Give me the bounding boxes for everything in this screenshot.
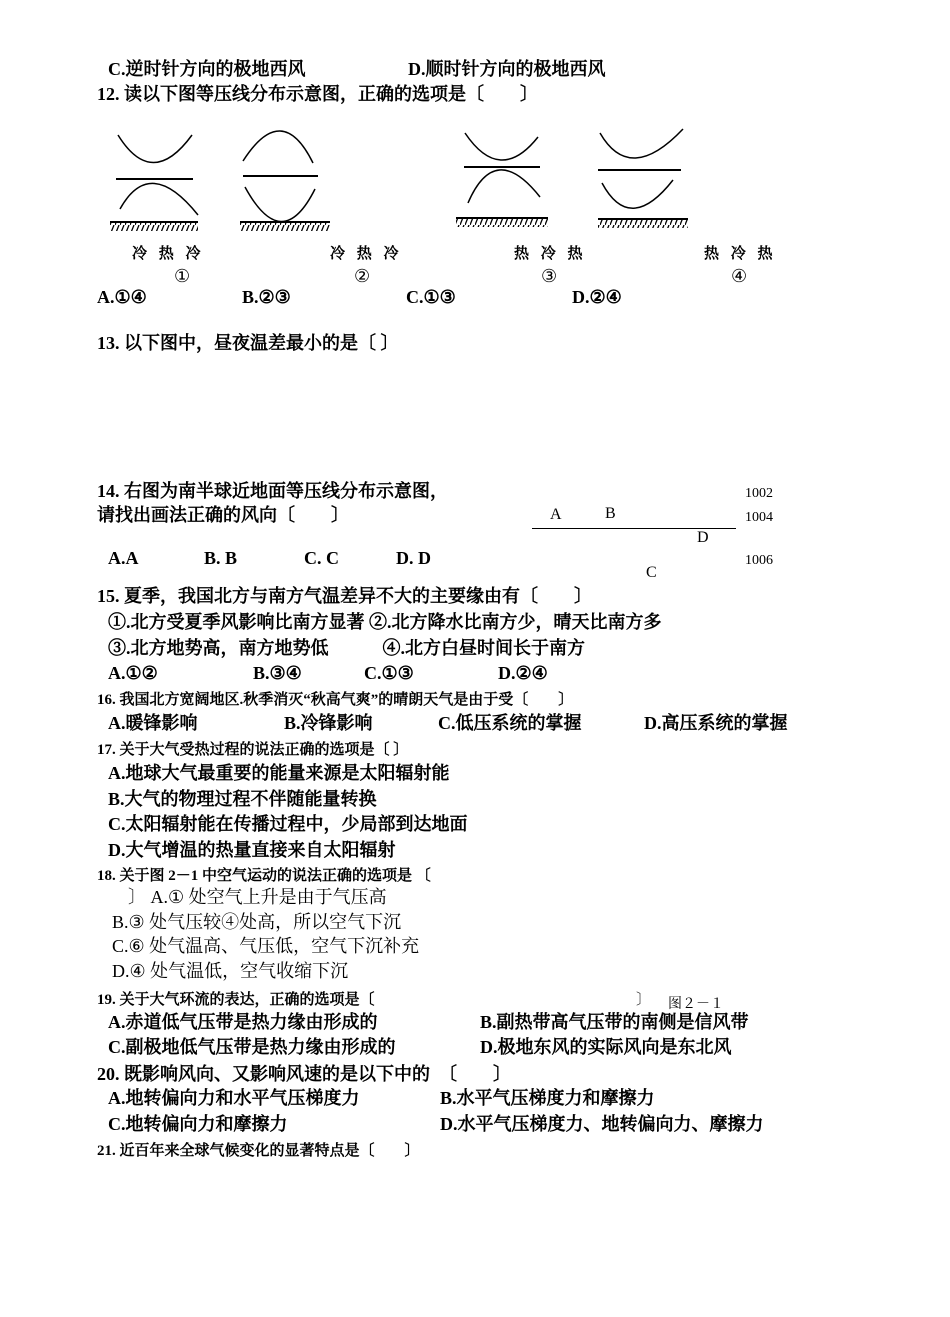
q15-option-d: D.②④ xyxy=(498,663,548,683)
q16-option-b: B.冷锋影响 xyxy=(284,713,373,733)
q15-option-b: B.③④ xyxy=(253,663,302,683)
q20-stem: 20. 既影响风向、又影响风速的是以下中的 〔 〕 xyxy=(97,1064,511,1084)
q15-item-2: ③.北方地势高，南方地势低 ④.北方白昼时间长于南方 xyxy=(108,638,585,658)
isobar-line xyxy=(532,528,736,529)
q16-option-c: C.低压系统的掌握 xyxy=(438,713,582,733)
q16-option-d: D.高压系统的掌握 xyxy=(644,713,788,733)
diagram-4-labels: 热 冷 热 xyxy=(704,246,777,262)
q17-option-a: A.地球大气最重要的能量来源是太阳辐射能 xyxy=(108,763,450,783)
q12-option-b: B.②③ xyxy=(242,287,291,307)
q18-option-b: B.③ 处气压较④处高，所以空气下沉 xyxy=(112,912,402,932)
diagram-2-number: ② xyxy=(354,266,371,286)
q12-option-c: C.①③ xyxy=(406,287,456,307)
diagram-2 xyxy=(240,131,330,231)
point-d: D xyxy=(697,529,709,546)
q20-option-c: C.地转偏向力和摩擦力 xyxy=(108,1114,288,1134)
q12-option-a: A.①④ xyxy=(97,287,147,307)
q14-option-c: C. C xyxy=(304,548,339,568)
q15-option-a: A.①② xyxy=(108,663,158,683)
diagram-4-number: ④ xyxy=(731,266,748,286)
point-c: C xyxy=(646,564,657,581)
q18-option-c: C.⑥ 处气温高、气压低，空气下沉补充 xyxy=(112,936,420,956)
q12-stem: 12. 读以下图等压线分布示意图，正确的选项是〔 〕 xyxy=(97,84,538,104)
diagram-4 xyxy=(598,129,688,228)
q15-option-c: C.①③ xyxy=(364,663,414,683)
q19-stem: 19. 关于大气环流的表达，正确的选项是〔 xyxy=(97,992,375,1008)
q18-option-d: D.④ 处气温低，空气收缩下沉 xyxy=(112,961,349,981)
q20-option-b: B.水平气压梯度力和摩擦力 xyxy=(440,1088,655,1108)
q18-stem: 18. 关于图 2－1 中空气运动的说法正确的选项是 〔 xyxy=(97,868,431,884)
q16-stem: 16. 我国北方宽阔地区.秋季消灭“秋高气爽”的晴朗天气是由于受〔 〕 xyxy=(97,692,574,708)
q20-option-d: D.水平气压梯度力、地转偏向力、摩擦力 xyxy=(440,1114,764,1134)
diagram-3-number: ③ xyxy=(541,266,558,286)
q16-option-a: A.暖锋影响 xyxy=(108,713,198,733)
isobar-1004: 1004 xyxy=(745,510,773,525)
q14-stem-1: 14. 右图为南半球近地面等压线分布示意图， xyxy=(97,481,448,501)
q14-stem-2: 请找出画法正确的风向〔 〕 xyxy=(97,505,349,525)
q19-option-c: C.副极地低气压带是热力缘由形成的 xyxy=(108,1037,396,1057)
diagram-1-labels: 冷 热 冷 xyxy=(132,246,205,262)
q19-option-d: D.极地东风的实际风向是东北风 xyxy=(480,1037,732,1057)
q17-option-c: C.太阳辐射能在传播过程中，少局部到达地面 xyxy=(108,814,468,834)
q14-option-a: A.A xyxy=(108,548,139,568)
q11-option-c: C.逆时针方向的极地西风 xyxy=(108,59,306,79)
diagram-2-labels: 冷 热 冷 xyxy=(330,246,403,262)
q14-option-b: B. B xyxy=(204,548,238,568)
isobar-1002: 1002 xyxy=(745,486,773,501)
q19-option-a: A.赤道低气压带是热力缘由形成的 xyxy=(108,1012,378,1032)
q17-option-b: B.大气的物理过程不伴随能量转换 xyxy=(108,789,377,809)
q19-option-b: B.副热带高气压带的南侧是信风带 xyxy=(480,1012,749,1032)
q19-stem-close: 〕 xyxy=(636,992,652,1008)
isobar-1006: 1006 xyxy=(745,553,773,568)
q18-option-a: 〕 A.① 处空气上升是由于气压高 xyxy=(128,887,387,907)
q13-stem: 13. 以下图中，昼夜温差最小的是〔 〕 xyxy=(97,333,399,353)
diagram-1 xyxy=(110,135,198,231)
q17-option-d: D.大气增温的热量直接来自太阳辐射 xyxy=(108,840,396,860)
q20-option-a: A.地转偏向力和水平气压梯度力 xyxy=(108,1088,360,1108)
q14-option-d: D. D xyxy=(396,548,431,568)
q15-stem: 15. 夏季，我国北方与南方气温差异不大的主要缘由有〔 〕 xyxy=(97,586,592,606)
q17-stem: 17. 关于大气受热过程的说法正确的选项是〔 〕 xyxy=(97,742,409,758)
q15-item-1: ①.北方受夏季风影响比南方显著 ②.北方降水比南方少，晴天比南方多 xyxy=(108,612,662,632)
figure-2-1-label: 图２－１ xyxy=(668,997,724,1012)
diagram-3-labels: 热 冷 热 xyxy=(514,246,587,262)
point-b: B xyxy=(605,505,616,522)
q12-option-d: D.②④ xyxy=(572,287,622,307)
q11-option-d: D.顺时针方向的极地西风 xyxy=(408,59,606,79)
diagram-3 xyxy=(456,133,548,227)
diagram-1-number: ① xyxy=(174,266,191,286)
point-a: A xyxy=(550,506,562,523)
q21-stem: 21. 近百年来全球气候变化的显著特点是〔 〕 xyxy=(97,1143,420,1159)
